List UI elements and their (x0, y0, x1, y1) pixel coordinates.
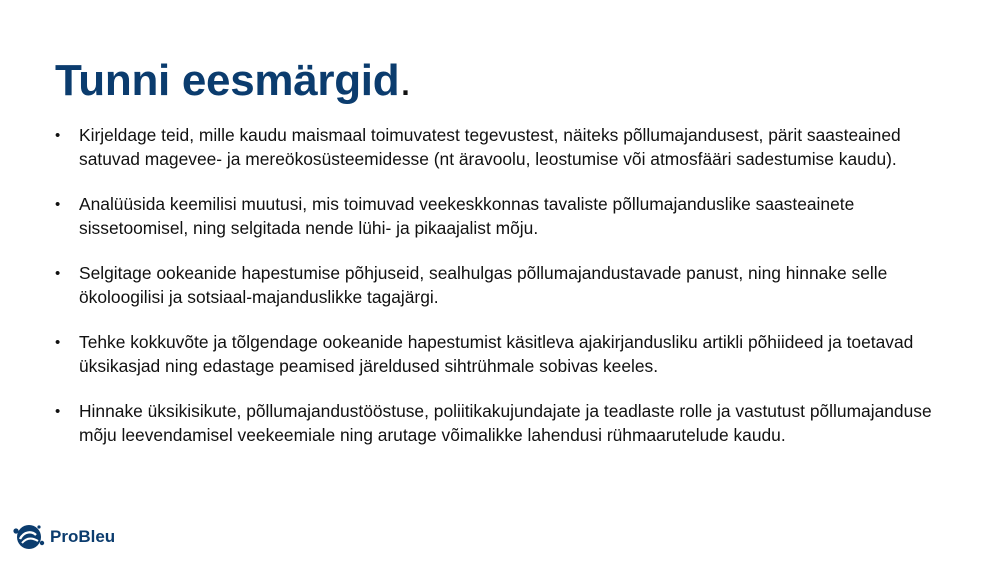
objective-item (55, 262, 960, 309)
logo-text: ProBleu (50, 527, 116, 546)
slide-title (55, 56, 411, 106)
objective-item (55, 193, 960, 240)
objectives-list (55, 124, 960, 469)
slide-title-text: Tunni eesmärgid (55, 56, 400, 105)
bullet-mark: • (55, 127, 61, 144)
objective-item (55, 400, 960, 447)
probleu-logo-icon (12, 522, 46, 552)
objective-text: Kirjeldage teid, mille kaudu maismaal toimuvatest tegevustest, näiteks põllumajandusest, pärit saasteained satuvad magevee- ja mereökosüsteemidesse (nt äravoolu, leostumise või atmosfääri sadestumise kaudu). (79, 125, 901, 169)
objective-text: Tehke kokkuvõte ja tõlgendage ookeanide hapestumist käsitleva ajakirjandusliku artikli põhiideed ja toetavad üksikasjad ning edastage peamised järeldused sihtrühmale sobivas keeles. (79, 332, 914, 376)
probleu-logo (12, 522, 115, 552)
bullet-mark: • (55, 196, 61, 213)
objective-text: Hinnake üksikisikute, põllumajandustööstuse, poliitikakujundajate ja teadlaste rolle ja vastutust põllumajanduse mõju leevendamisel veekeemiale ning arutage võimalikke lahendusi rühmaarutelude kaudu. (79, 401, 932, 445)
objective-item (55, 124, 960, 171)
slide-title-period: . (399, 56, 412, 105)
bullet-mark: • (55, 403, 61, 420)
objective-text: Selgitage ookeanide hapestumise põhjuseid, sealhulgas põllumajandustavade panust, ning hinnake selle ökoloogilisi ja sotsiaal-majanduslikke tagajärgi. (79, 263, 888, 307)
objective-text: Analüüsida keemilisi muutusi, mis toimuvad veekeskkonnas tavaliste põllumajanduslike saasteainete sissetoomisel, ning selgitada nende lühi- ja pikaajalist mõju. (79, 194, 855, 238)
objective-item (55, 331, 960, 378)
bullet-mark: • (55, 334, 61, 351)
bullet-mark: • (55, 265, 61, 282)
